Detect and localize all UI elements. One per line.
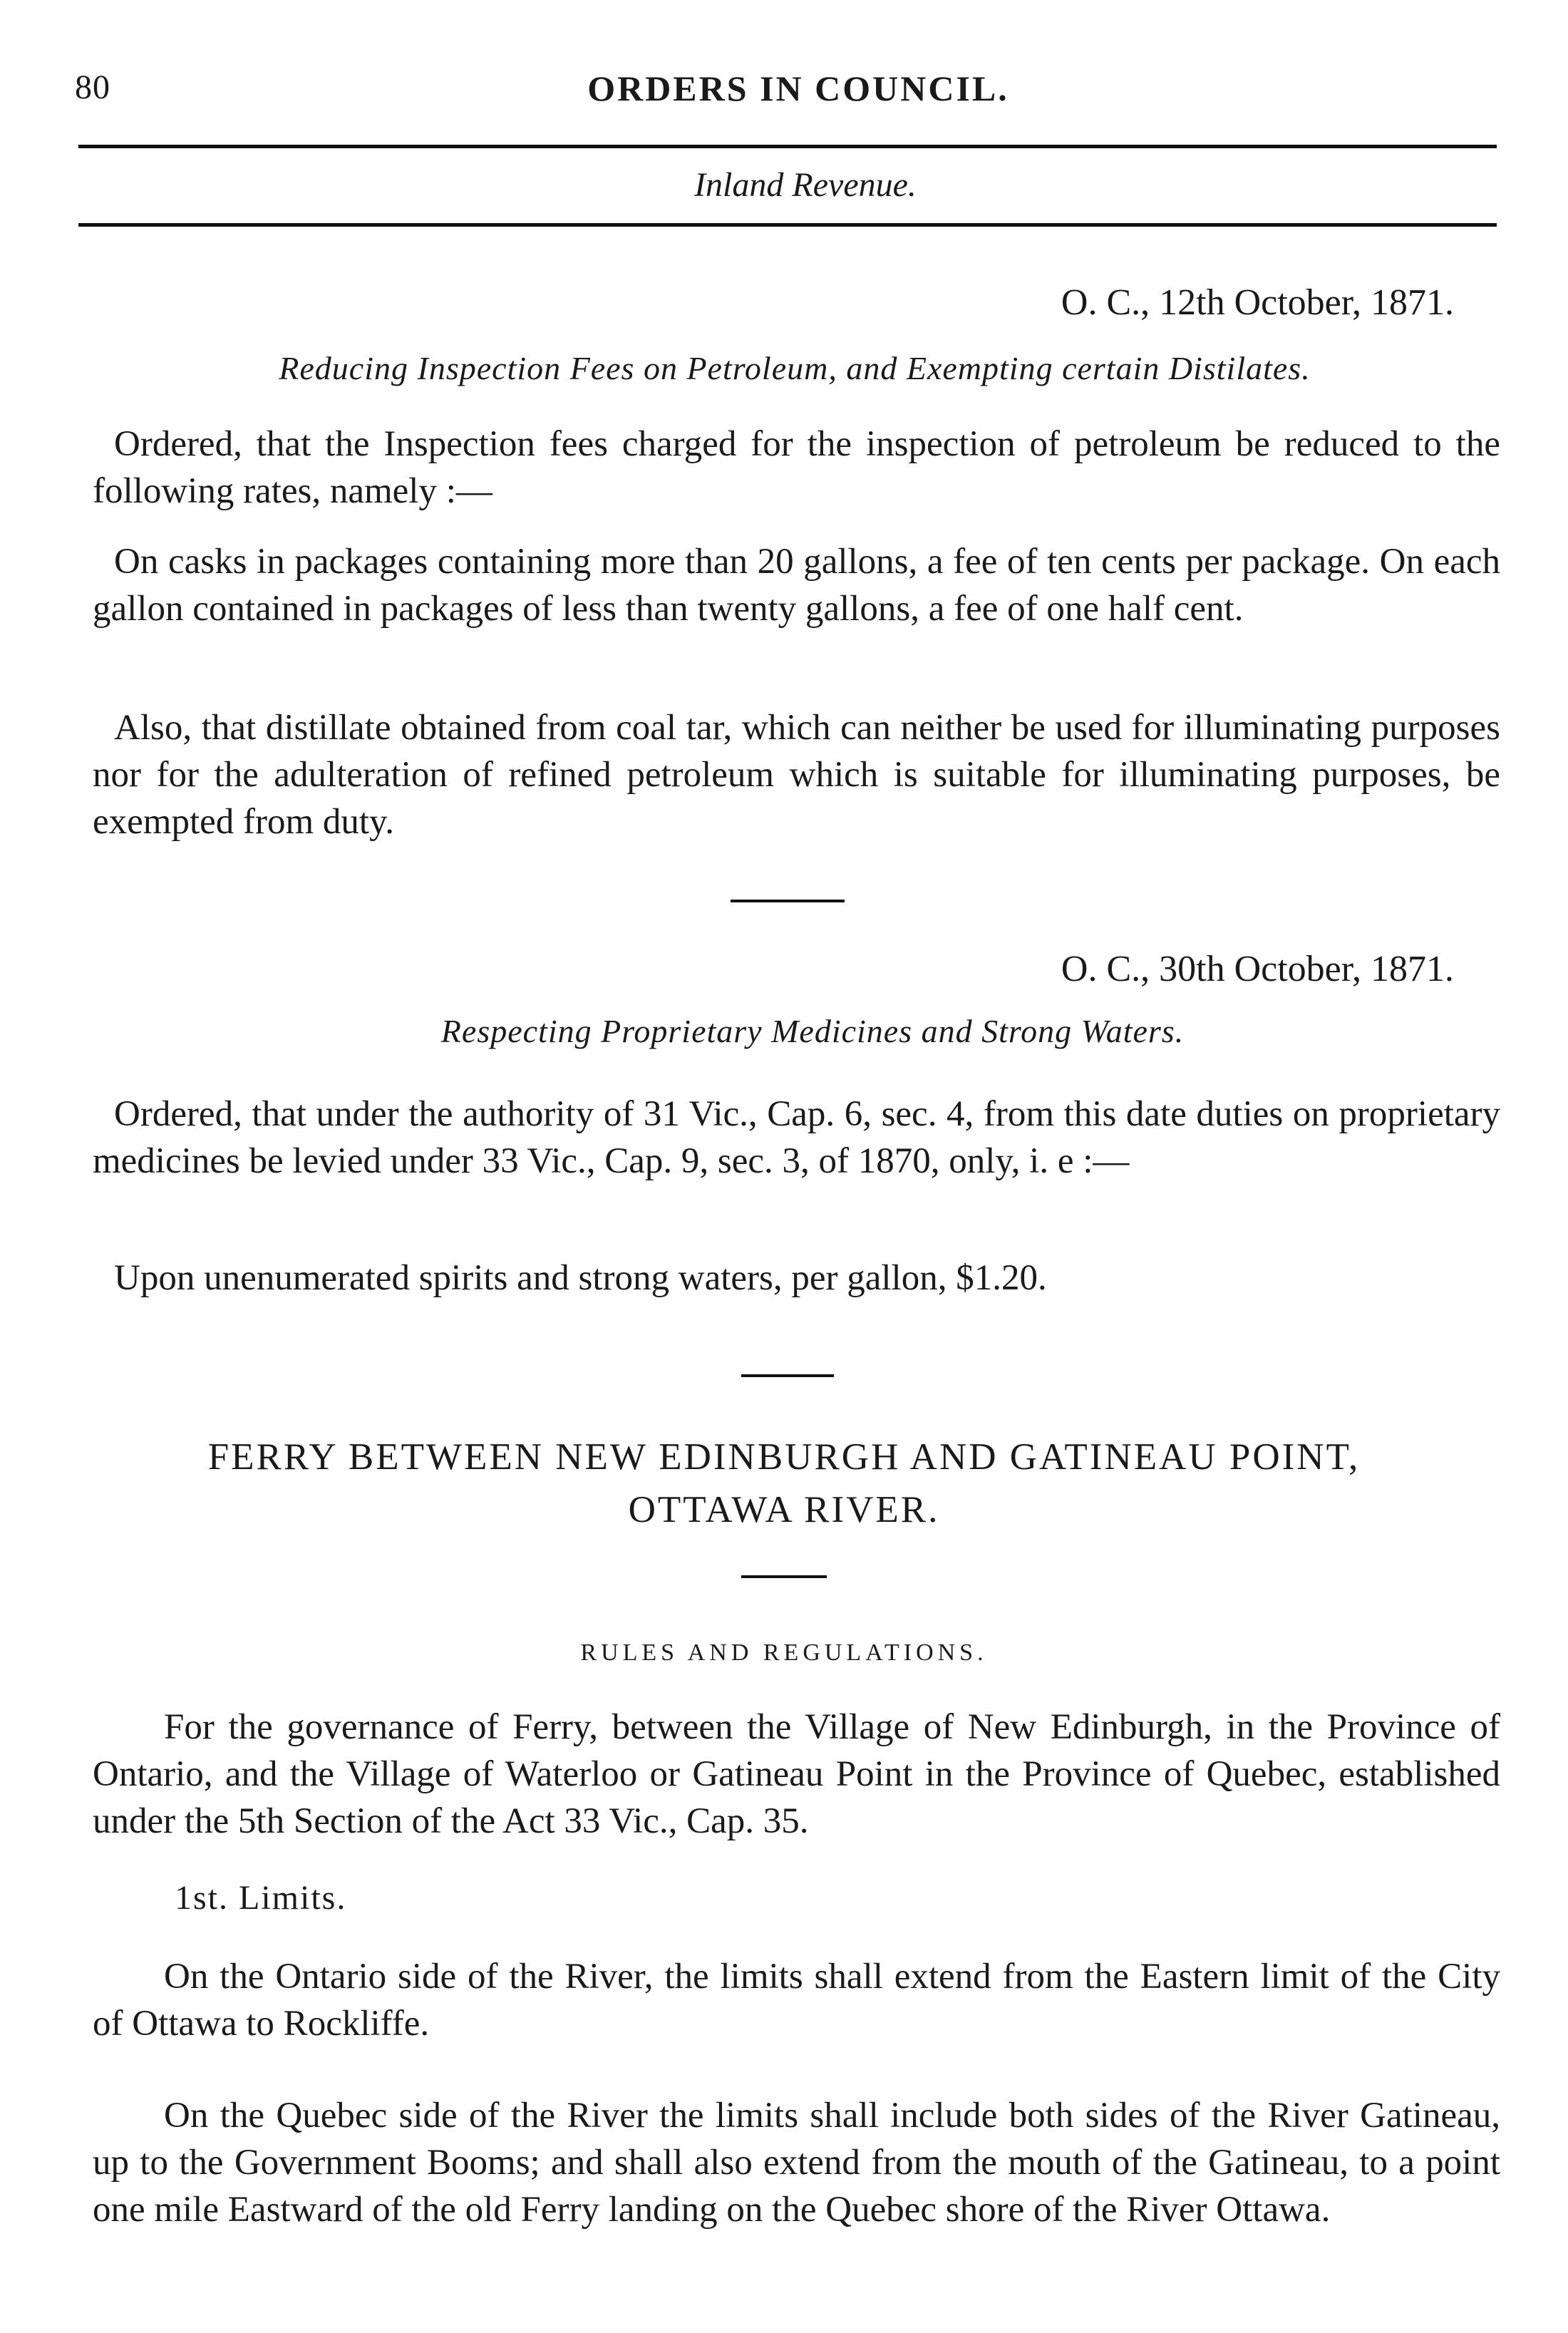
section-separator	[741, 1575, 827, 1578]
order-1-paragraph-1: Ordered, that the Inspection fees charged for the inspection of petroleum be reduced to the following rates, namely :—	[93, 424, 1500, 511]
rules-subheading: RULES AND REGULATIONS.	[580, 1639, 988, 1666]
order-2-date: O. C., 30th October, 1871.	[1061, 949, 1454, 989]
ferry-paragraph-quebec: On the Quebec side of the River the limits shall include both sides of the River Gatineau, up to the Government Booms; and shall also extend from the mouth of the Gatineau, to a point one mile Eastward of the old Ferry landing on the Quebec shore of the River Ottawa.	[93, 2096, 1500, 2230]
order-2-caption: Respecting Proprietary Medicines and Strong Waters.	[440, 1013, 1185, 1049]
order-1-caption: Reducing Inspection Fees on Petroleum, and Exempting certain Distilates.	[279, 350, 1311, 386]
order-1-paragraph-2: On casks in packages containing more than 20 gallons, a fee of ten cents per package. On each gallon contained in packages of less than twenty gallons, a fee of one half cent.	[93, 542, 1500, 629]
ferry-heading-line-1: FERRY BETWEEN NEW EDINBURGH AND GATINEAU POINT,	[207, 1436, 1361, 1478]
section-title: Inland Revenue.	[694, 166, 917, 204]
order-1-paragraph-3: Also, that distillate obtained from coal tar, which can neither be used for illuminating purposes nor for the adulteration of refined petroleum which is suitable for illuminating purposes, be exempted from duty.	[93, 708, 1500, 842]
running-title: ORDERS IN COUNCIL.	[587, 68, 1009, 108]
header-rule-bottom	[78, 223, 1497, 227]
header-rule-top	[78, 145, 1497, 148]
section-separator	[731, 900, 845, 902]
order-2-paragraph-1: Ordered, that under the authority of 31 Vic., Cap. 6, sec. 4, from this date duties on proprietary medicines be levied under 33 Vic., Cap. 9, sec. 3, of 1870, only, i. e :—	[93, 1094, 1500, 1181]
ferry-intro-paragraph: For the governance of Ferry, between the Village of New Edinburgh, in the Province of Ontario, and the Village of Waterloo or Gatineau Point in the Province of Quebec, established under the 5th Section of the Act 33 Vic., Cap. 35.	[93, 1707, 1500, 1841]
order-1-date: O. C., 12th October, 1871.	[1061, 282, 1454, 323]
section-separator	[741, 1374, 834, 1377]
ferry-paragraph-ontario: On the Ontario side of the River, the limits shall extend from the Eastern limit of the City of Ottawa to Rockliffe.	[93, 1957, 1500, 2044]
ferry-heading-line-2: OTTAWA RIVER.	[628, 1489, 940, 1530]
limits-heading: 1st. Limits.	[175, 1879, 347, 1917]
page-number: 80	[75, 68, 110, 106]
order-2-paragraph-2: Upon unenumerated spirits and strong waters, per gallon, $1.20.	[114, 1258, 1047, 1298]
